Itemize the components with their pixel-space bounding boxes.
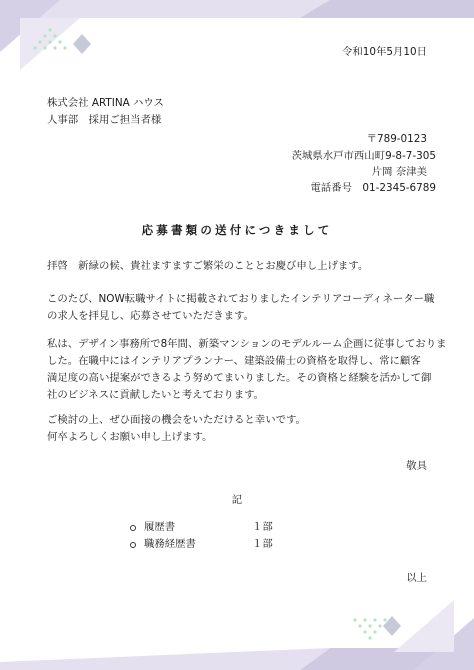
- paragraph-line: ご検討の上、ぜひ面接の機会をいただけると幸いです。: [47, 414, 306, 426]
- greeting: [47, 258, 437, 275]
- top-left-triangle-light: [20, 18, 80, 70]
- paragraph-line: 満足度の高い提案ができるよう努めてまいりました。その資格と経験を活かして御: [47, 372, 432, 384]
- paragraph-line: このたび、NOW転職サイトに掲載されておりましたインテリアコーディネーター職: [47, 293, 435, 305]
- paragraph-line: の求人を拝見し、応募させていただきます。: [47, 310, 254, 322]
- top-band-accent: [300, 0, 474, 18]
- bottom-right-triangle-light: [394, 600, 454, 652]
- grey-diamond: [73, 34, 91, 54]
- sender-postal: 〒789-0123: [366, 133, 427, 145]
- sender-address: 茨城県水戸市西山町9-8-7-305: [291, 150, 436, 162]
- sender-name: 片岡 奈津美: [371, 166, 427, 178]
- enclosure-count: １部: [252, 538, 273, 550]
- date: 令和10年5月10日: [341, 46, 427, 58]
- paragraph-line: 何卒よろしくお願い申し上げます。: [47, 431, 213, 443]
- paragraph-line: 社のビジネスに貢献したいと考えております。: [47, 389, 265, 401]
- bullet-icon: [130, 542, 136, 548]
- enclosure-count: １部: [252, 521, 273, 533]
- enclosure-name: 履歴書: [144, 521, 176, 533]
- enclosure-list: [130, 519, 273, 553]
- enclosure-name: 職務経歴書: [144, 538, 196, 550]
- bottom-band-light: [0, 648, 330, 670]
- ki-heading: 記: [231, 494, 243, 506]
- list-item: [130, 519, 273, 536]
- recipient-department: 人事部 採用ご担当者様: [47, 114, 162, 126]
- closing-keigu: 敬具: [406, 460, 427, 472]
- letter-title: 応募書類の送付につきまして: [141, 223, 333, 237]
- paragraph-line: した。在職中にはインテリアプランナー、建築設備士の資格を取得し、常に顧客: [47, 355, 421, 367]
- closing-ijou: 以上: [406, 572, 427, 584]
- paragraph-1: [47, 291, 437, 325]
- bottom-decoration: [0, 600, 474, 670]
- bullet-icon: [130, 525, 136, 531]
- mint-dots-bottom: [353, 618, 386, 639]
- list-item: [130, 536, 273, 553]
- paragraph-2: [47, 336, 447, 404]
- greeting-line: 拝啓 新緑の候、貴社ますますご繁栄のこととお慶び申し上げます。: [47, 260, 369, 272]
- sender-phone: 電話番号 01-2345-6789: [310, 182, 436, 194]
- paragraph-3: [47, 412, 437, 446]
- recipient-company: 株式会社 ARTINA ハウス: [47, 97, 164, 109]
- paragraph-line: 私は、デザイン事務所で8年間、新築マンションのモデルルーム企画に従事しておりま: [47, 338, 447, 350]
